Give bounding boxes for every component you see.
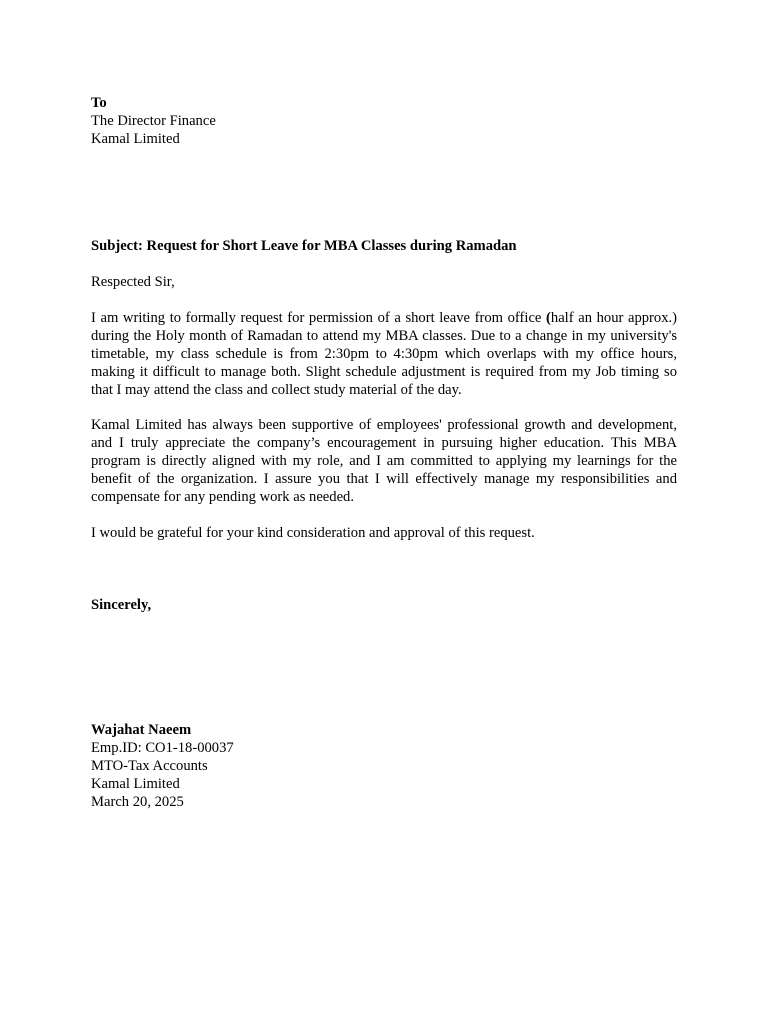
recipient-block	[91, 94, 677, 148]
signature-department: MTO-Tax Accounts	[91, 758, 208, 774]
signature-name: Wajahat Naeem	[91, 722, 192, 738]
greeting: Respected Sir,	[91, 274, 175, 290]
body-paragraph-3: I would be grateful for your kind consideration and approval of this request.	[91, 525, 535, 541]
signature-date: March 20, 2025	[91, 794, 184, 810]
signature-emp-id: Emp.ID: CO1-18-00037	[91, 740, 234, 756]
body-paragraph-1-part1: I am writing to formally request for permission of a short leave from office	[91, 310, 547, 326]
signature-block	[91, 721, 677, 811]
to-label: To	[91, 95, 107, 111]
closing: Sincerely,	[91, 597, 152, 613]
subject-line: Subject: Request for Short Leave for MBA Classes during Ramadan	[91, 238, 517, 254]
body-paragraph-1	[91, 309, 677, 399]
body-paragraph-2: Kamal Limited has always been supportive of employees' professional growth and development, and I truly appreciate the company’s encouragement in pursuing higher education. This MBA program is directly aligned with my role, and I am committed to applying my learnings for the benefit of the organization. I assure you that I will effectively manage my responsibilities and compensate for any pending work as needed.	[91, 417, 677, 505]
signature-company: Kamal Limited	[91, 776, 180, 792]
recipient-title: The Director Finance	[91, 113, 216, 129]
body-paragraph-1-part2: half an hour approx.) during the Holy month of Ramadan to attend my MBA classes. Due to a change in my university's timetable, my class schedule is from 2:30pm to 4:30pm which overlaps with my office hours, making it difficult to manage both. Slight schedule adjustment is required from my Job timing so that I may attend the class and collect study material of the day.	[91, 310, 678, 398]
recipient-company: Kamal Limited	[91, 131, 180, 147]
body-paragraph-1-paren: (	[546, 310, 551, 326]
